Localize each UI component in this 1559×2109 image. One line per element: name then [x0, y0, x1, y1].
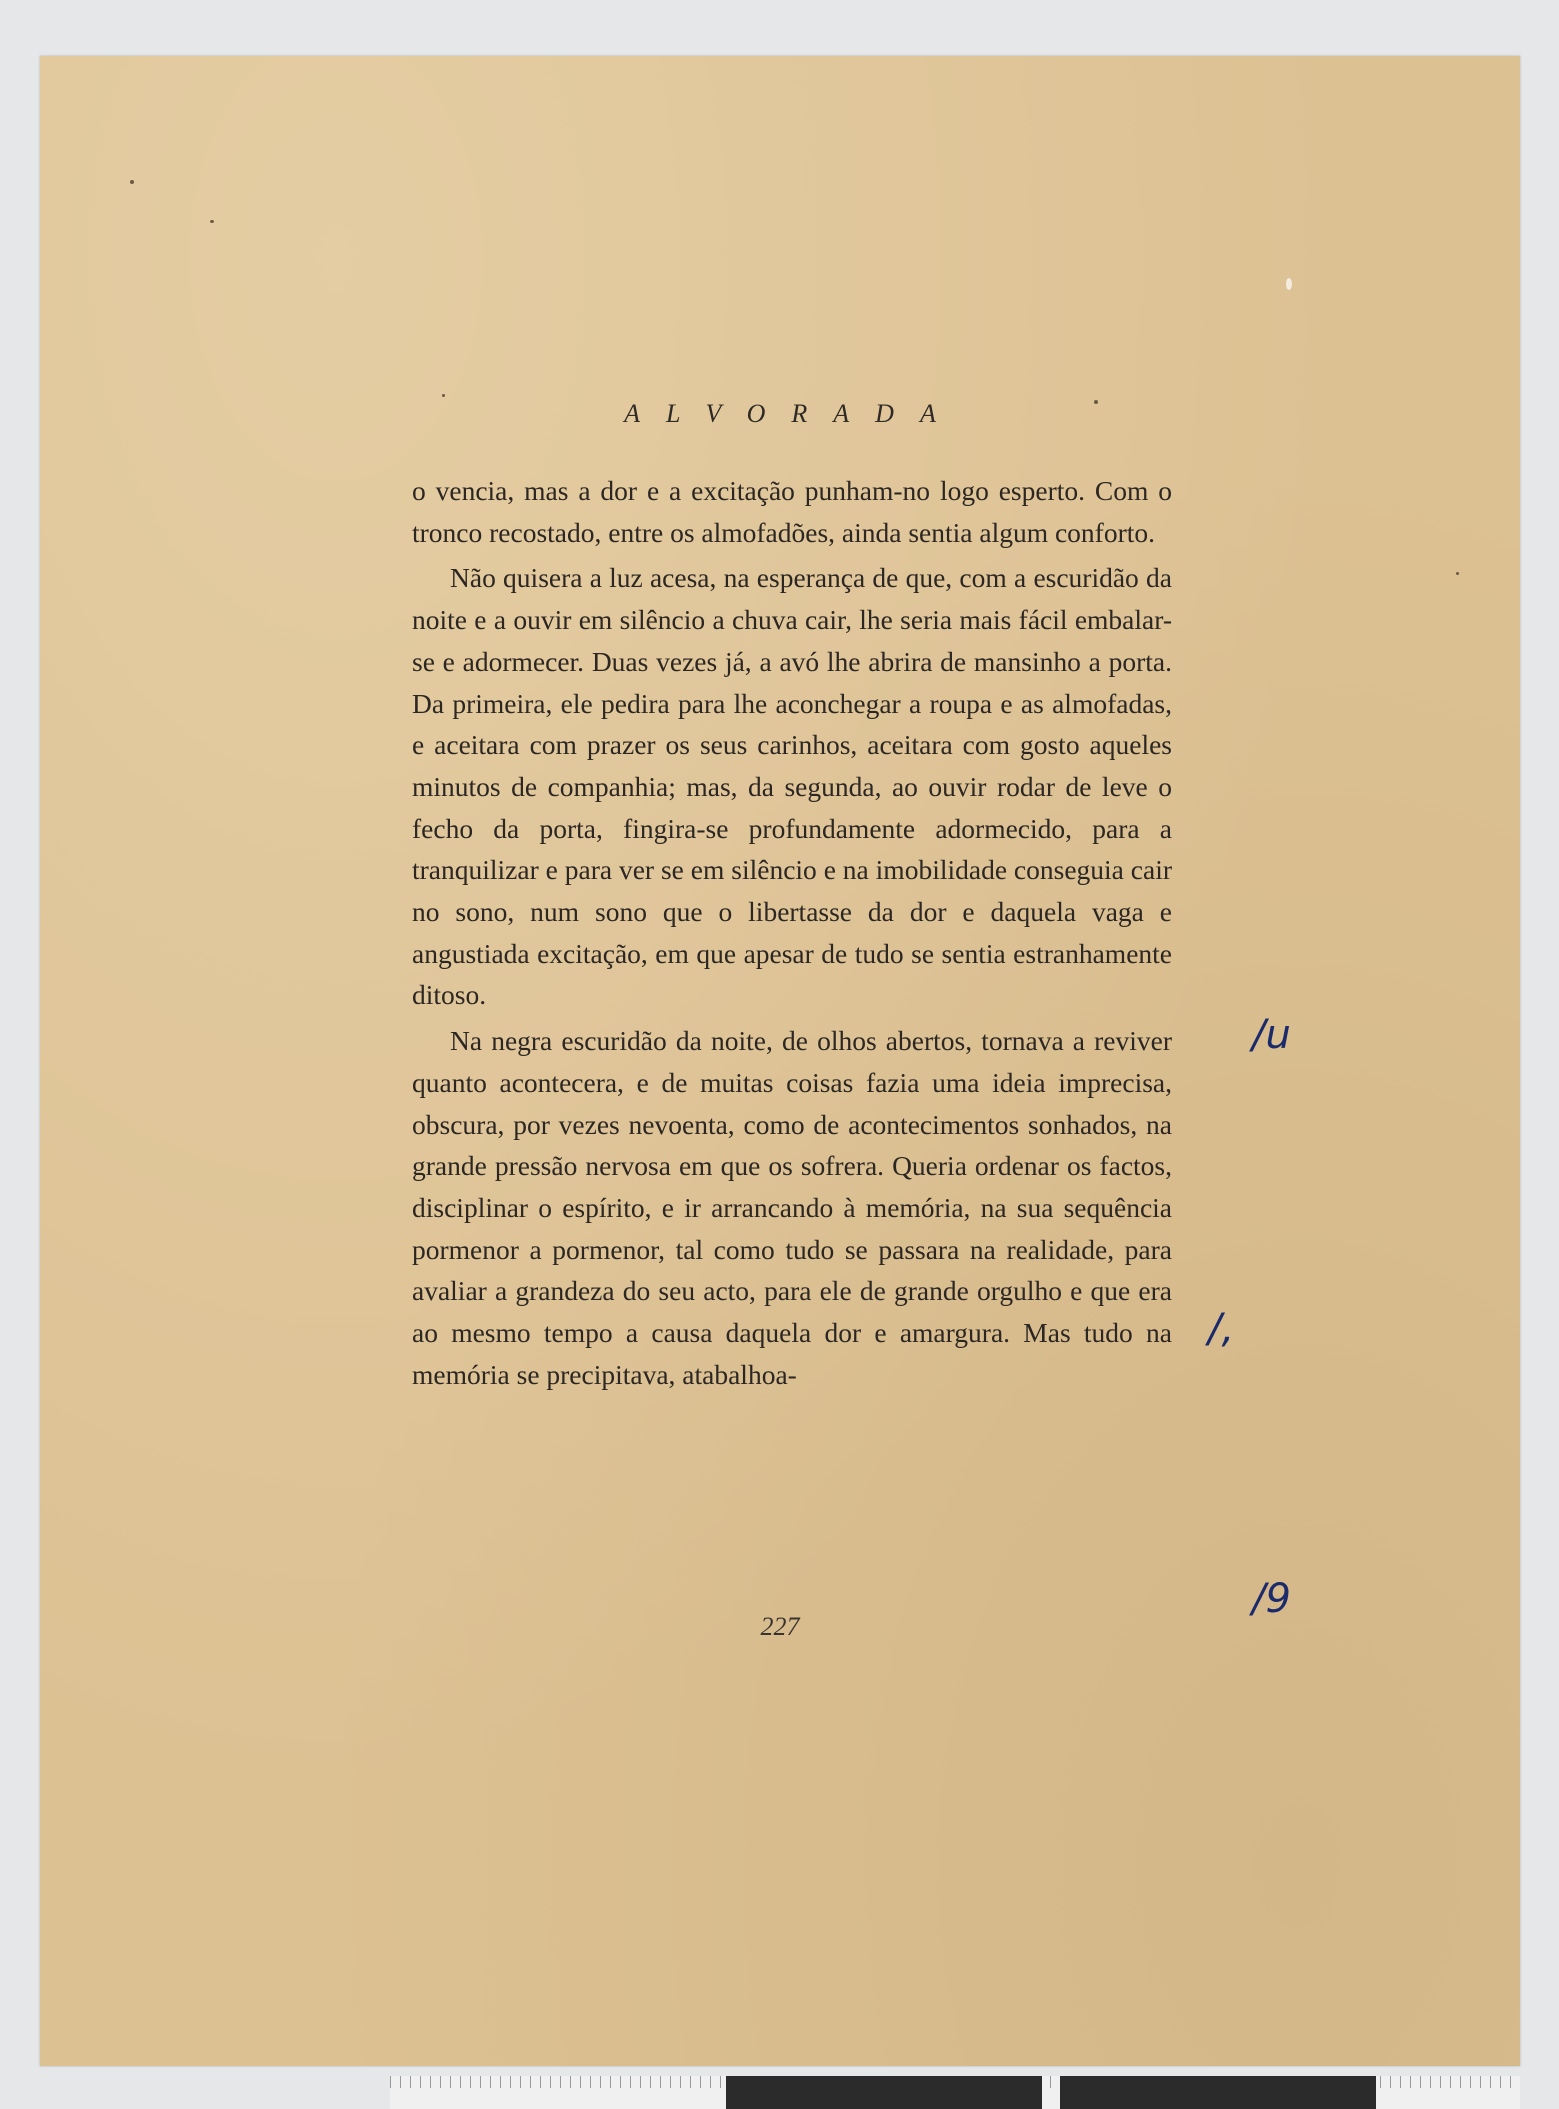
- body-text: [412, 470, 1172, 1395]
- ruler-segment: [726, 2076, 1042, 2109]
- proof-mark: /9: [1252, 1576, 1291, 1622]
- paragraph: Na negra escuridão da noite, de olhos abertos, tornava a reviver quanto acontecera, e de muitas coisas fazia uma ideia imprecisa, obscura, por vezes nevoenta, como de acontecimentos sonhados, na grande pressão nervosa em que os sofrera. Queria ordenar os factos, disciplinar o espírito, e ir arrancando à memória, na sua sequência pormenor a pormenor, tal como tudo se passara na realidade, para avaliar a grandeza do seu acto, para ele de grande orgulho e que era ao mesmo tempo a causa daquela dor e amargura. Mas tudo na memória se precipitava, atabalhoa-: [412, 1025, 1172, 1390]
- paper-speck: [1456, 572, 1459, 575]
- book-page: [40, 56, 1520, 2066]
- page-number: 227: [760, 1612, 800, 1641]
- paper-speck: [130, 180, 134, 184]
- scale-ruler: [390, 2076, 1520, 2109]
- paper-speck: [442, 394, 445, 397]
- ruler-segment: [1060, 2076, 1376, 2109]
- running-head: ALVORADA: [624, 399, 962, 428]
- paper-speck: [1094, 400, 1098, 404]
- paper-speck: [210, 220, 214, 223]
- proof-mark: /u: [1252, 1012, 1291, 1058]
- paragraph: o vencia, mas a dor e a excitação punham-no logo esperto. Com o tronco recostado, entre os almofadões, ainda sentia algum conforto.: [412, 475, 1172, 548]
- proof-mark: /,: [1208, 1306, 1235, 1352]
- paper-speck: [1286, 278, 1292, 290]
- paragraph: Não quisera a luz acesa, na esperança de que, com a escuridão da noite e a ouvir em silêncio a chuva cair, lhe seria mais fácil embalar-se e adormecer. Duas vezes já, a avó lhe abrira de mansinho a porta. Da primeira, ele pedira para lhe aconchegar a roupa e as almofadas, e aceitara com prazer os seus carinhos, aceitara com gosto aqueles minutos de companhia; mas, da segunda, ao ouvir rodar de leve o fecho da porta, fingira-se profundamente adormecido, para a tranquilizar e para ver se em silêncio e na imobilidade conseguia cair no sono, num sono que o libertasse da dor e daquela vaga e angustiada excitação, em que apesar de tudo se sentia estranhamente ditoso.: [412, 562, 1172, 1011]
